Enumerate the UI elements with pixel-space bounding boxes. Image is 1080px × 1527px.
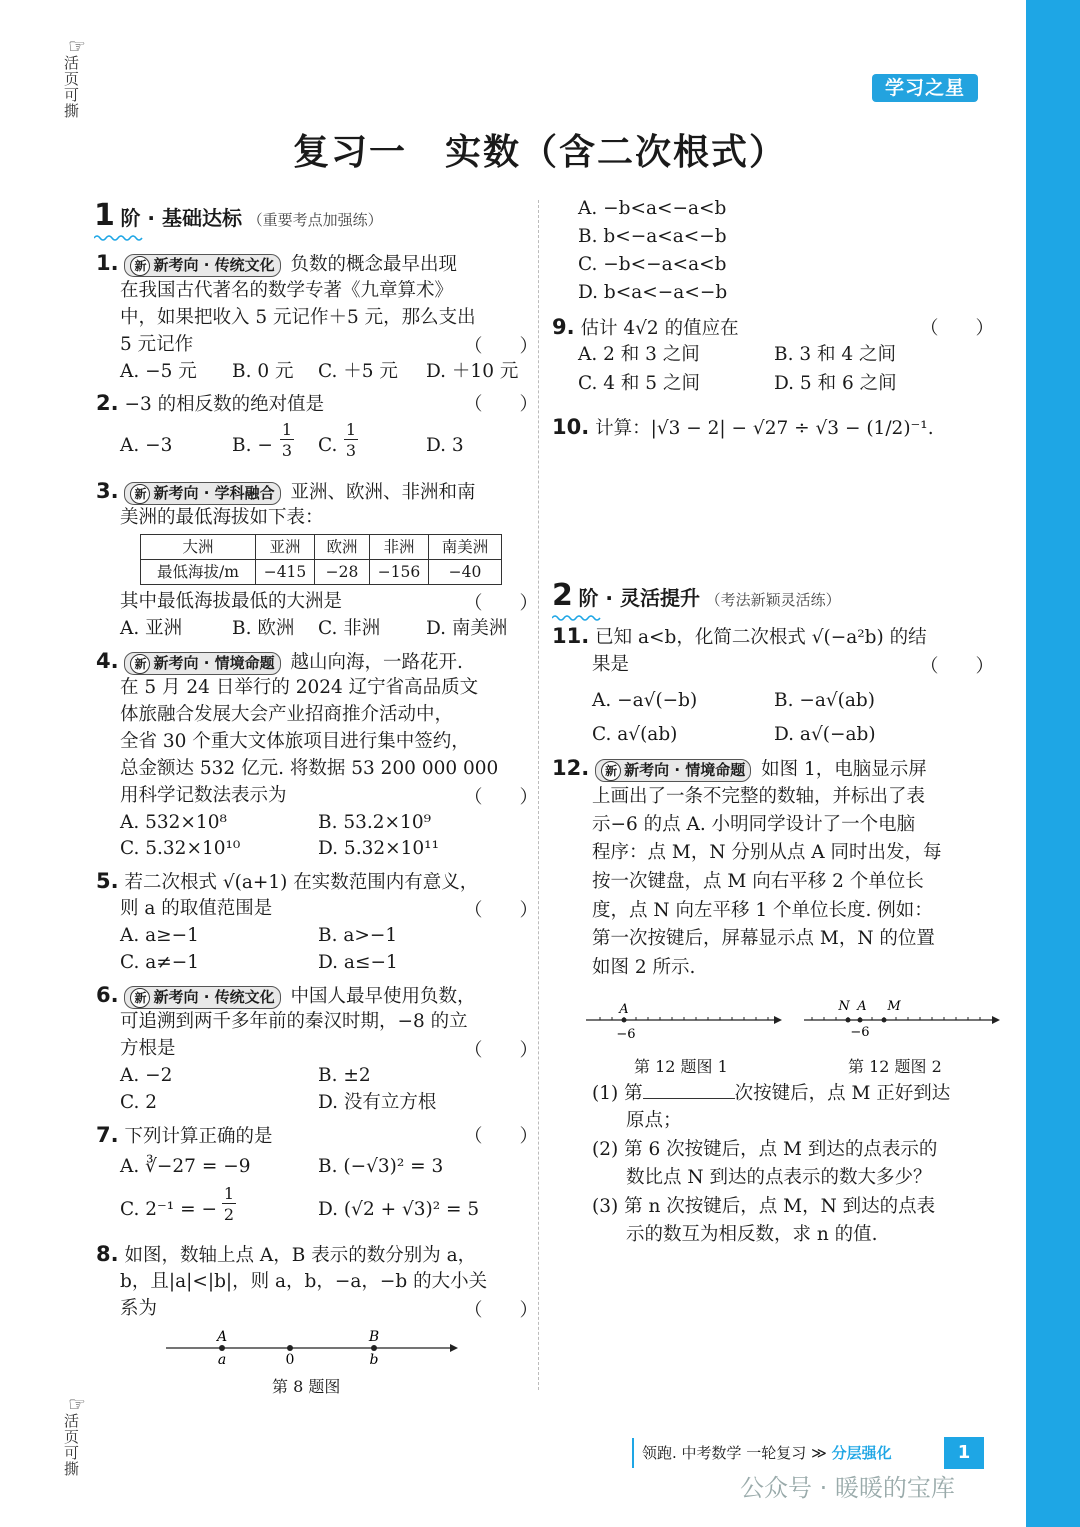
question-number: 9. — [552, 315, 575, 339]
q2-line — [96, 390, 324, 418]
fraction-denominator: 2 — [223, 1205, 235, 1224]
option-b: B. 53.2×10⁹ — [318, 812, 432, 833]
question-text: 示−6 的点 A. 小明同学设计了一个电脑 — [592, 814, 916, 835]
point-b-label: B — [368, 1329, 380, 1345]
table-row — [141, 560, 502, 585]
squiggle-underline — [552, 614, 602, 622]
question-text: 在 5 月 24 日举行的 2024 辽宁省高品质文 — [120, 677, 479, 698]
tag-badge — [124, 986, 280, 1009]
question-text: 若二次根式 √(a+1) 在实数范围内有意义， — [124, 872, 479, 893]
table-cell: −156 — [370, 560, 429, 585]
option-c: C. 5.32×10¹⁰ — [120, 838, 241, 859]
option-b: B. −a√(ab) — [774, 690, 875, 711]
watermark: 公众号 · 暖暖的宝库 — [740, 1474, 955, 1502]
question-text: 如图，数轴上点 A，B 表示的数分别为 a， — [124, 1245, 477, 1266]
option-d: D. ＋10 元 — [426, 361, 519, 382]
table-cell: −415 — [256, 560, 315, 585]
tag-label: 新考向 · 情境命题 — [624, 761, 746, 779]
figure-caption: 第 8 题图 — [272, 1377, 341, 1396]
fraction — [344, 420, 358, 462]
section-subtitle: （重要考点加强练） — [247, 211, 383, 229]
q8-line-1 — [96, 1241, 476, 1269]
question-text: 总金额达 532 亿元. 将数据 53 200 000 000 — [120, 758, 499, 779]
point-a-label: A — [619, 1002, 629, 1017]
option-a: A. 亚洲 — [120, 618, 183, 639]
answer-paren: （ ） — [464, 593, 539, 614]
question-text: 负数的概念最早出现 — [290, 254, 458, 275]
q3-line-1 — [96, 478, 476, 506]
option-a: A. 2 和 3 之间 — [578, 344, 700, 365]
new-badge-icon: 新 — [601, 761, 621, 781]
brand-logo: 学习之星 — [872, 74, 978, 102]
table-cell: −40 — [429, 560, 502, 585]
fraction — [222, 1184, 236, 1226]
question-number: 11. — [552, 624, 590, 648]
q1-line-1 — [96, 250, 457, 278]
table-header: 亚洲 — [256, 535, 315, 560]
q12-line-1 — [552, 755, 927, 783]
sub-question-text: 数比点 N 到达的点表示的数大多少？ — [626, 1167, 932, 1188]
section-name: 阶 · 基础达标 — [120, 206, 242, 230]
tag-badge — [124, 652, 280, 675]
question-text: 按一次键盘，点 M 向右平移 2 个单位长 — [592, 871, 924, 892]
table-cell: 最低海拔/m — [141, 560, 256, 585]
tag-badge — [595, 759, 751, 782]
question-text: −3 的相反数的绝对值是 — [124, 394, 325, 415]
answer-paren: （ ） — [464, 900, 539, 921]
question-text: b，且|a|<|b|，则 a，b，−a，−b 的大小关 — [120, 1271, 488, 1292]
option-b: B. ±2 — [318, 1065, 371, 1086]
new-badge-icon: 新 — [130, 988, 150, 1008]
option-b: B. (−√3)² = 3 — [318, 1156, 444, 1177]
fraction-numerator: 1 — [281, 420, 293, 439]
question-text: 果是 — [592, 654, 630, 675]
question-number: 12. — [552, 756, 590, 780]
question-text: 可追溯到两千多年前的秦汉时期，−8 的立 — [120, 1011, 468, 1032]
answer-paren: （ ） — [464, 787, 539, 808]
question-number: 6. — [96, 983, 119, 1007]
option-c: C. 2 — [120, 1092, 158, 1113]
question-text: 越山向海，一路花开. — [290, 652, 463, 673]
footer-text — [642, 1438, 892, 1468]
option-a: A. −2 — [120, 1065, 173, 1086]
point-b-value: b — [369, 1352, 379, 1368]
sub-question-text: 示的数互为相反数，求 n 的值. — [626, 1224, 878, 1245]
margin-note-top — [62, 34, 92, 119]
question-text: 则 a 的取值范围是 — [120, 898, 273, 919]
option-a: A. −5 元 — [120, 361, 197, 382]
book-title: 领跑. 中考数学 一轮复习 ≫ — [642, 1444, 827, 1462]
option-b: B. 欧洲 — [232, 618, 295, 639]
fraction-numerator: 1 — [345, 420, 357, 439]
footer-bar — [632, 1438, 634, 1468]
question-text: 在我国古代著名的数学专著《九章算术》 — [120, 280, 454, 301]
minus-six-label: −6 — [850, 1025, 870, 1040]
question-number: 3. — [96, 479, 119, 503]
section-number: 2 — [552, 578, 573, 613]
point-a-label: A — [216, 1329, 228, 1345]
option-c: C. 2⁻¹ = − — [120, 1199, 217, 1220]
q6-line-1 — [96, 982, 476, 1010]
q10-line — [552, 414, 934, 442]
hand-icon: ☞ — [68, 1392, 86, 1416]
question-number: 8. — [96, 1242, 119, 1266]
answer-paren: （ ） — [464, 1300, 539, 1321]
question-text: 其中最低海拔最低的大洲是 — [120, 591, 343, 612]
option-c: C. ＋5 元 — [318, 361, 398, 382]
figure-caption: 第 12 题图 2 — [848, 1057, 942, 1076]
question-text: 如图 1，电脑显示屏 — [761, 759, 927, 780]
margin-note-text: 活页可撕 — [62, 1413, 80, 1477]
question-number: 4. — [96, 649, 119, 673]
question-text: 第一次按键后，屏幕显示点 M，N 的位置 — [592, 928, 935, 949]
q8-number-line — [160, 1326, 460, 1370]
table-header-row — [141, 535, 502, 560]
page-number: 1 — [944, 1437, 984, 1469]
minus-six-label: −6 — [616, 1027, 636, 1042]
table-header: 欧洲 — [315, 535, 370, 560]
altitude-table — [140, 534, 502, 585]
tag-label: 新考向 · 学科融合 — [153, 484, 275, 502]
question-text: 全省 30 个重大文体旅项目进行集中签约， — [120, 731, 470, 752]
question-number: 1. — [96, 251, 119, 275]
option-d: D. 5 和 6 之间 — [774, 373, 897, 394]
option-a: A. a≥−1 — [120, 925, 199, 946]
option-c: C. — [318, 435, 338, 456]
point-n-label: N — [838, 999, 850, 1014]
fraction-numerator: 1 — [223, 1184, 235, 1203]
option-a: A. −3 — [120, 435, 173, 456]
option-d: D. 没有立方根 — [318, 1092, 437, 1113]
option-a: A. ∛−27 = −9 — [120, 1156, 251, 1177]
sub-question-text: (2) 第 6 次按键后，点 M 到达的点表示的 — [592, 1139, 938, 1160]
question-text: 5 元记作 — [120, 334, 194, 355]
series-label: 分层强化 — [831, 1444, 892, 1462]
option-c: C. −b<−a<a<b — [578, 254, 727, 275]
question-number: 7. — [96, 1123, 119, 1147]
sub-question-text: 原点； — [626, 1110, 682, 1131]
option-b: B. 0 元 — [232, 361, 294, 382]
question-text: 体旅融合发展大会产业招商推介活动中， — [120, 704, 454, 725]
option-d: D. 3 — [426, 435, 464, 456]
option-b: B. a>−1 — [318, 925, 398, 946]
new-badge-icon: 新 — [130, 256, 150, 276]
tag-badge — [124, 482, 280, 505]
answer-blank[interactable] — [643, 1080, 735, 1099]
option-a: A. 532×10⁸ — [120, 812, 227, 833]
answer-paren: （ ） — [464, 336, 539, 357]
tag-label: 新考向 · 情境命题 — [153, 654, 275, 672]
answer-paren: （ ） — [920, 318, 995, 339]
option-b: B. 3 和 4 之间 — [774, 344, 897, 365]
question-text: 已知 a<b，化简二次根式 √(−a²b) 的结 — [595, 627, 927, 648]
section-number: 1 — [94, 198, 115, 233]
tag-label: 新考向 · 传统文化 — [153, 988, 275, 1006]
hand-icon: ☞ — [68, 34, 86, 58]
table-header: 南美洲 — [429, 535, 502, 560]
q7-line — [96, 1122, 273, 1150]
question-number: 10. — [552, 415, 590, 439]
question-text: 下列计算正确的是 — [124, 1126, 273, 1147]
fraction — [280, 420, 294, 462]
tag-label: 新考向 · 传统文化 — [153, 256, 275, 274]
question-text: 亚洲、欧洲、非洲和南 — [290, 482, 476, 503]
option-b: B. b<−a<a<−b — [578, 226, 727, 247]
option-d: D. 南美洲 — [426, 618, 508, 639]
q12-figure-1-number-line — [584, 996, 786, 1044]
option-a: A. −b<a<−a<b — [578, 198, 727, 219]
question-text: 美洲的最低海拔如下表： — [120, 507, 324, 528]
answer-paren: （ ） — [464, 394, 539, 415]
margin-note-bottom — [62, 1392, 92, 1477]
option-d: D. a√(−ab) — [774, 724, 876, 745]
squiggle-underline — [94, 234, 144, 242]
origin-label: 0 — [285, 1352, 295, 1368]
new-badge-icon: 新 — [130, 654, 150, 674]
sub-question-text: (3) 第 n 次按键后，点 M，N 到达的点表 — [592, 1196, 936, 1217]
option-c: C. a√(ab) — [592, 724, 678, 745]
question-text: 用科学记数法表示为 — [120, 785, 287, 806]
question-text: 计算：|√3 − 2| − √27 ÷ √3 − (1/2)⁻¹. — [595, 418, 934, 439]
question-text: 系为 — [120, 1298, 158, 1319]
answer-paren: （ ） — [464, 1126, 539, 1147]
option-b: B. − — [232, 435, 273, 456]
section-name: 阶 · 灵活提升 — [578, 586, 700, 610]
answer-paren: （ ） — [464, 1040, 539, 1061]
table-header: 大洲 — [141, 535, 256, 560]
point-a-label: A — [857, 999, 867, 1014]
table-cell: −28 — [315, 560, 370, 585]
q11-line-1 — [552, 623, 927, 651]
option-d: D. 5.32×10¹¹ — [318, 838, 439, 859]
option-c: C. a≠−1 — [120, 952, 200, 973]
option-c: C. 非洲 — [318, 618, 381, 639]
option-a: A. −a√(−b) — [592, 690, 698, 711]
q12-figure-2-number-line — [802, 996, 1004, 1044]
question-text: 上画出了一条不完整的数轴，并标出了表 — [592, 786, 926, 807]
option-d: D. a≤−1 — [318, 952, 398, 973]
question-text: 方根是 — [120, 1038, 176, 1059]
table-header: 非洲 — [370, 535, 429, 560]
answer-paren: （ ） — [920, 656, 995, 677]
page-title: 复习一 实数（含二次根式） — [292, 132, 787, 173]
section-subtitle: （考法新颖灵活练） — [705, 591, 841, 609]
question-number: 5. — [96, 869, 119, 893]
point-m-label: M — [887, 999, 901, 1014]
question-text: 如图 2 所示. — [592, 957, 696, 978]
section-2-header — [552, 578, 841, 613]
question-text: 程序：点 M，N 分别从点 A 同时出发，每 — [592, 842, 942, 863]
sub-question-text: (1) 第 — [592, 1083, 643, 1104]
question-text: 估计 4√2 的值应在 — [580, 318, 739, 339]
section-1-header — [94, 198, 383, 233]
q12-sub-1 — [592, 1080, 950, 1107]
option-c: C. 4 和 5 之间 — [578, 373, 700, 394]
option-d: D. b<a<−a<−b — [578, 282, 728, 303]
fraction-denominator: 3 — [345, 441, 357, 460]
question-text: 度，点 N 向左平移 1 个单位长度. 例如： — [592, 900, 933, 921]
q4-line-1 — [96, 648, 463, 676]
q5-line-1 — [96, 868, 478, 896]
figure-caption: 第 12 题图 1 — [634, 1057, 728, 1076]
option-d: D. (√2 + √3)² = 5 — [318, 1199, 480, 1220]
q9-line — [552, 314, 739, 342]
sub-question-text: 次按键后，点 M 正好到达 — [734, 1083, 951, 1104]
column-divider — [538, 200, 540, 1390]
fraction-denominator: 3 — [281, 441, 293, 460]
right-color-band — [1026, 0, 1080, 1527]
margin-note-text: 活页可撕 — [62, 55, 80, 119]
new-badge-icon: 新 — [130, 484, 150, 504]
question-text: 中，如果把收入 5 元记作＋5 元，那么支出 — [120, 307, 476, 328]
tag-badge — [124, 254, 280, 277]
question-number: 2. — [96, 391, 119, 415]
question-text: 中国人最早使用负数， — [290, 986, 476, 1007]
point-a-value: a — [217, 1352, 227, 1368]
